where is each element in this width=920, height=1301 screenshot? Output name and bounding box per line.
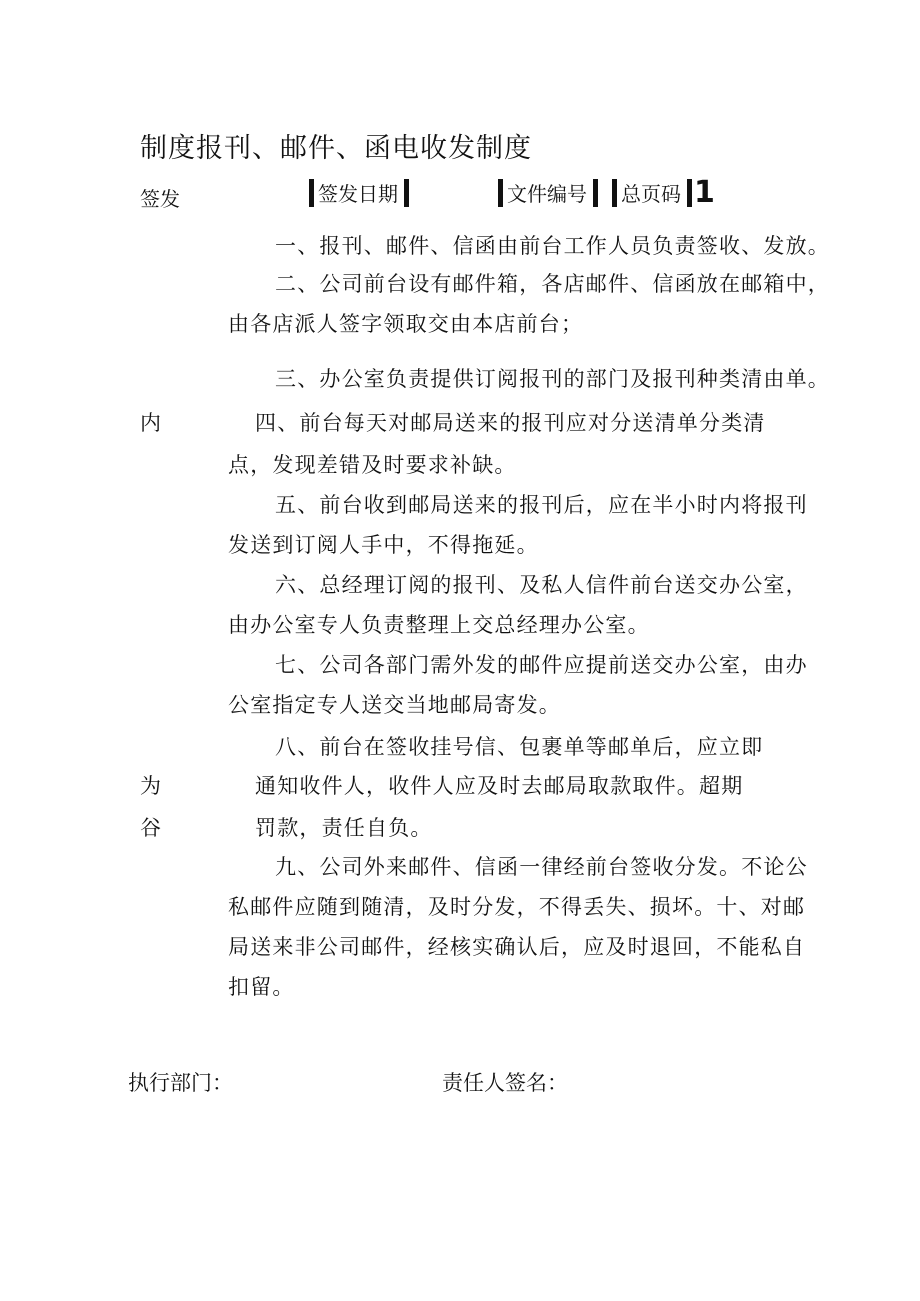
total-pages-field <box>612 174 715 210</box>
body-line: 私邮件应随到随清，及时分发，不得丢失、损坏。十、对邮 <box>228 895 806 919</box>
issue-date-field <box>309 178 409 207</box>
doc-number-label: 文件编号 <box>507 182 587 206</box>
body-line: 通知收件人，收件人应及时去邮局取款取件。超期 <box>255 774 744 798</box>
body-line: 三、办公室负责提供订阅报刊的部门及报刊种类清由单。 <box>275 367 830 391</box>
body-line: 七、公司各部门需外发的邮件应提前送交办公室，由办 <box>275 653 808 677</box>
body-line: 八、前台在签收挂号信、包裹单等邮单后，应立即 <box>275 735 764 759</box>
side-label: 内 <box>140 411 161 435</box>
body-line: 局送来非公司邮件，经核实确认后，应及时退回，不能私自 <box>228 935 806 959</box>
doc-number-field <box>498 178 598 207</box>
field-divider <box>309 179 314 207</box>
body-line: 一、报刊、邮件、信函由前台工作人员负责签收、发放。 <box>275 234 830 258</box>
body-line: 六、总经理订阅的报刊、及私人信件前台送交办公室， <box>275 573 808 597</box>
body-line: 罚款，责任自负。 <box>255 816 433 840</box>
field-divider <box>404 179 409 207</box>
executing-department-label: 执行部门： <box>128 1071 233 1095</box>
body-line: 五、前台收到邮局送来的报刊后，应在半小时内将报刊 <box>275 493 808 517</box>
field-divider <box>498 179 503 207</box>
total-pages-value: 1 <box>694 174 715 210</box>
total-pages-label: 总页码 <box>621 182 681 206</box>
responsible-signature-label: 责任人签名： <box>442 1071 568 1095</box>
body-line: 扣留。 <box>228 975 295 999</box>
field-divider <box>687 179 692 207</box>
body-line: 点，发现差错及时要求补缺。 <box>228 453 517 477</box>
issue-label: 签发 <box>140 187 180 211</box>
issue-date-label: 签发日期 <box>318 182 398 206</box>
document-title: 制度报刊、邮件、函电收发制度 <box>140 133 532 164</box>
field-divider <box>593 179 598 207</box>
body-line: 九、公司外来邮件、信函一律经前台签收分发。不论公 <box>275 855 808 879</box>
body-line: 由各店派人签字领取交由本店前台； <box>228 312 584 336</box>
body-line: 二、公司前台设有邮件箱，各店邮件、信函放在邮箱中， <box>275 272 830 296</box>
body-line: 由办公室专人负责整理上交总经理办公室。 <box>228 613 650 637</box>
side-label: 为 <box>140 774 161 798</box>
field-divider <box>612 179 617 207</box>
body-line: 公室指定专人送交当地邮局寄发。 <box>228 693 561 717</box>
body-line: 四、前台每天对邮局送来的报刊应对分送清单分类清 <box>255 411 766 435</box>
side-label: 谷 <box>140 816 161 840</box>
body-line: 发送到订阅人手中，不得拖延。 <box>228 533 539 557</box>
